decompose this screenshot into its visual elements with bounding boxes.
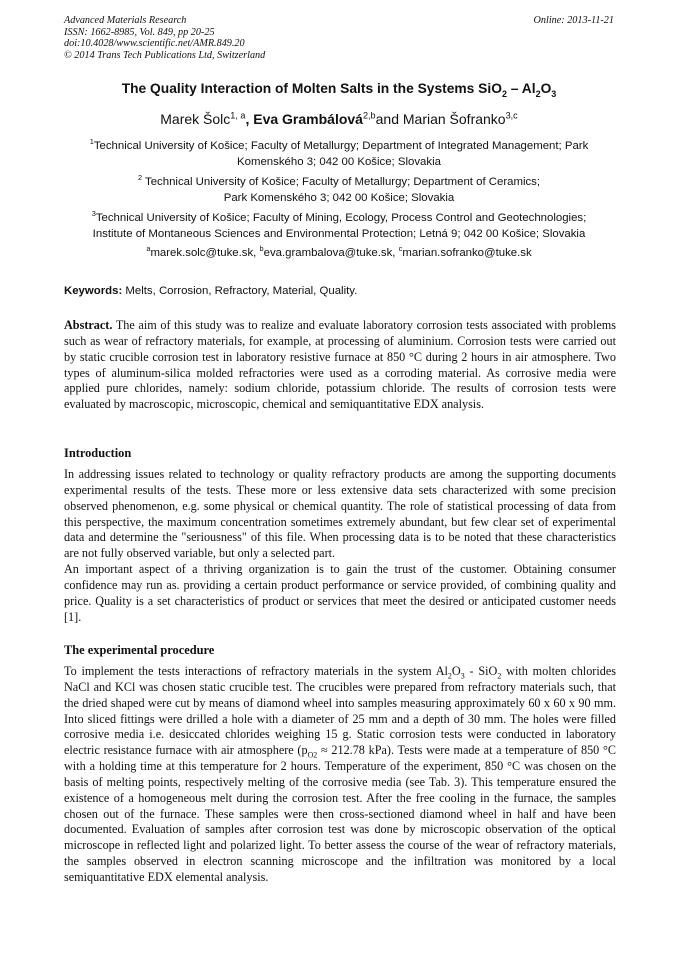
paragraph: In addressing issues related to technology or quality refractory products are among the supporting documents experimental results of the tests. These more or less extensive data sets characterized with some precision observed phenomenon, e.g. some physical or chemical quantity. The role of statistical processing of data from this perspective, the maximum concentration sometimes extremely abundant, but few clear set of experimental data and determine the "seriousness" of this file. When processing data is to be noted that these characteristics are not fully observed variable, but only a selected part. [64, 467, 616, 561]
copyright: © 2014 Trans Tech Publications Ltd, Switzerland [64, 49, 266, 61]
affiliation-3: $^3$Technical University of Košice; Faculty of Mining, Ecology, Process Control and Geotechnologies; Institute of Montaneous Sciences and Environmental Protection; Letná 9; 042 00 Košice; Slovakia [91, 209, 587, 240]
paper-title: The Quality Interaction of Molten Salts in the Systems $SiO_2 - Al_2O_3$ [121, 81, 557, 99]
email-link[interactable]: marek.solc@tuke.sk, [150, 247, 260, 259]
experimental-heading: The experimental procedure [64, 643, 215, 657]
email-link[interactable]: marian.sofranko@tuke.sk [402, 247, 532, 259]
online-date: Online: 2013-11-21 [533, 15, 614, 26]
paragraph: An important aspect of a thriving organization is to gain the trust of the customer. Obtaining consumer confidence may run as. providing a certain product performance or service provided, of combining quality and price. Quality is a set characteristics of product or services that meet the desired or anticipated customer needs [1]. [64, 562, 616, 624]
keywords: Keywords: Melts, Corrosion, Refractory, Material, Quality. [64, 285, 358, 297]
issn: ISSN: 1662-8985, Vol. 849, pp 20-25 [64, 26, 215, 38]
author-emails: $^a$marek.solc@tuke.sk, $^b$eva.grambalova@tuke.sk, $^c$marian.sofranko@tuke.sk [146, 244, 532, 259]
introduction-heading: Introduction [64, 446, 132, 460]
introduction-body [64, 467, 616, 625]
doi: doi:10.4028/www.scientific.net/AMR.849.20 [64, 38, 245, 50]
affiliation-1: $^1$Technical University of Košice; Faculty of Metallurgy; Department of Integrated Management; Park Komenského 3; 042 00 Košice; Slovakia [89, 137, 589, 168]
author-list: Marek Šolc$^{1, a}$, Eva Grambálová$^{2,b}$and Marian Šofranko$^{3,c}$ [160, 110, 518, 127]
abstract: Abstract. The aim of this study was to realize and evaluate laboratory corrosion tests associated with problems such as wear of refractory materials, for example, at processing of aluminium. Corrosion tests were carried out by static crucible corrosion test in laboratory resistive furnace at 850 °C during 2 hours in air atmosphere. Two types of aluminum-silica molded refractories were used as a corroding material. As corrosive media were applied pure chlorides, namely: sodium chloride, potassium chloride. The results of corrosion tests were evaluated by macroscopic, microscopic, chemical and semiquantitative EDX analysis. [64, 318, 616, 412]
publication-info [64, 15, 265, 61]
experimental-body: To implement the tests interactions of refractory materials in the system $Al_2O_3 - SiO_2$ with molten chlorides NaCl and KCl was chosen static crucible test. The crucibles were prepared from refractory materials such, that the dried shaped were cut by means of diamond wheel into samples measuring approximately 60 x 60 x 90 mm. Into sliced fittings were drilled a hole with a diameter of 25 mm and a depth of 30 mm. The holes were filled corrosive media i.e. desiccated chlorides weighing 15 g. Static corrosion tests were conducted in laboratory electric resistance furnace with air atmosphere ($p_{O2} \approx 212.78$ kPa). Tests were made at a temperature of 850 °C with a holding time at this temperature for 2 hours. Temperature of the experiment, 850 °C was chosen on the basis of melting points, respectively melting of the corrosive media (see Tab. 3). This temperature ensured the existence of a homogeneous melt during the corrosion test. After the free cooling in the furnace, the samples chosen out of the furnace. These samples were then cross-sectioned diamond wheel in half and have been documented. Evaluation of samples after corrosion test was done by microscopic observation of the optical microscope in reflected light and polarized light. To better assess the course of the wear of refractory materials, the samples observed in electron scanning microscope and the infiltration was monitored by a local semiquantitative EDX elemental analysis. [64, 664, 616, 884]
email-link[interactable]: eva.grambalova@tuke.sk, [263, 247, 399, 259]
journal-name: Advanced Materials Research [64, 15, 187, 26]
affiliation-2: $^2$ Technical University of Košice; Faculty of Metallurgy; Department of Ceramics; Park Komenského 3; 042 00 Košice; Slovakia [137, 173, 541, 204]
